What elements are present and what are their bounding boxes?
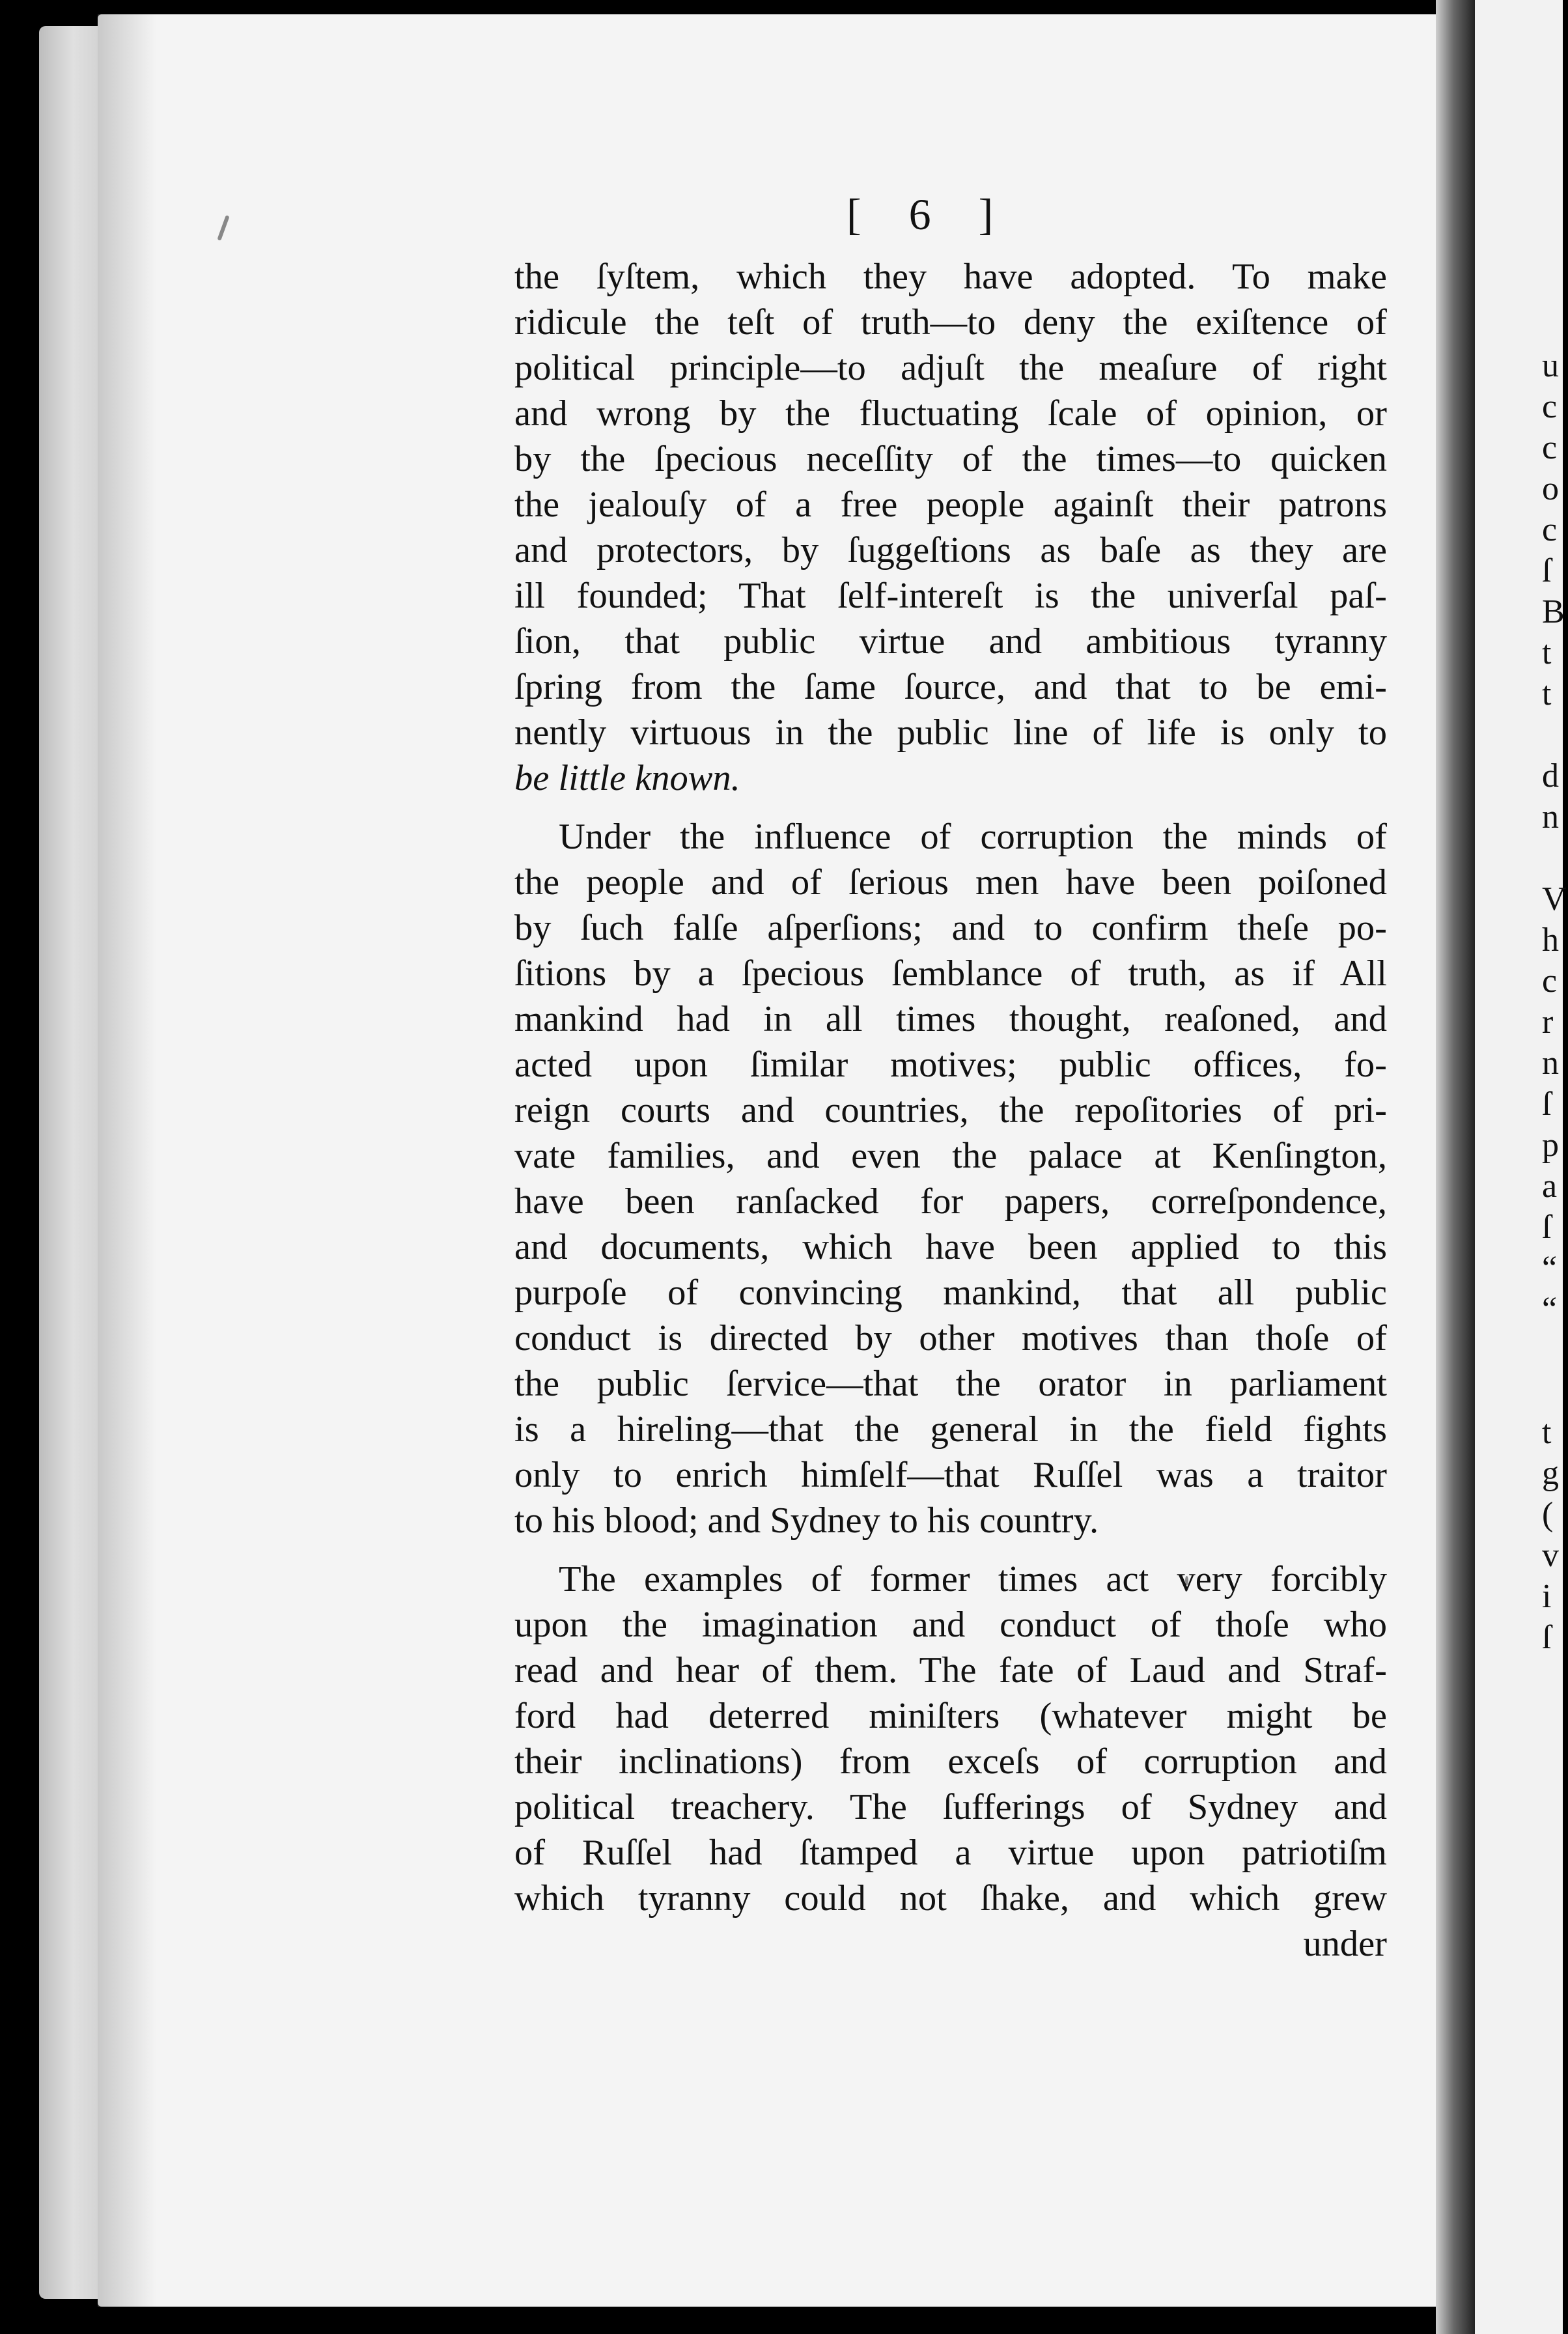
fragment: ſ (1542, 1086, 1552, 1123)
text-line: the jealouſy of a free people againſt their patrons (514, 485, 1387, 525)
fragment: t (1542, 1414, 1552, 1451)
book-gutter (1436, 0, 1475, 2334)
catchword: under (1303, 1924, 1387, 1964)
text-line: purpoſe of convincing mankind, that all public (514, 1272, 1387, 1313)
fragment: B (1542, 593, 1565, 630)
text-line: by ſuch falſe aſperſions; and to confirm theſe po- (514, 908, 1387, 948)
fragment (1542, 837, 1568, 879)
fragment: r (1542, 1004, 1554, 1041)
fragment: c (1542, 511, 1558, 548)
fragment (1542, 1371, 1568, 1412)
text-line: which tyranny could not ſhake, and which grew (514, 1878, 1387, 1919)
text-line: The examples of former times act very forcibly (559, 1559, 1387, 1599)
fragment: a (1542, 1168, 1558, 1205)
fragment: ſ (1542, 1619, 1552, 1656)
text-line: and documents, which have been applied to this (514, 1227, 1387, 1267)
fragment: p (1542, 1127, 1559, 1164)
paragraph-3 (514, 1556, 1387, 1921)
text-line: nently virtuous in the public line of life is only to (514, 712, 1387, 753)
text-line: vate families, and even the palace at Kenſington, (514, 1136, 1387, 1176)
text-line: by the ſpecious neceſſity of the times—to quicken (514, 439, 1387, 479)
text-line: mankind had in all times thought, reaſoned, and (514, 999, 1387, 1039)
text-line: ill founded; That ſelf-intereſt is the univerſal paſ- (514, 576, 1387, 616)
text-line: their inclinations) from exceſs of corruption and (514, 1741, 1387, 1782)
text-line: ridicule the teſt of truth—to deny the exiſtence of (514, 302, 1387, 343)
fragment: o (1542, 470, 1559, 507)
text-line: only to enrich himſelf—that Ruſſel was a traitor (514, 1455, 1387, 1495)
fragment: i (1542, 1578, 1552, 1615)
text-line: of Ruſſel had ſtamped a virtue upon patriotiſm (514, 1833, 1387, 1873)
fragment: t (1542, 634, 1552, 671)
fragment: n (1542, 1045, 1559, 1082)
text-line: have been ranſacked for papers, correſpondence, (514, 1181, 1387, 1222)
text-line: read and hear of them. The fate of Laud and Straf- (514, 1650, 1387, 1691)
fragment (1542, 714, 1568, 755)
text-line: ford had deterred miniſters (whatever might be (514, 1696, 1387, 1736)
fragment: c (1542, 963, 1558, 1000)
text-line: to his blood; and Sydney to his country. (514, 1500, 1099, 1541)
page-shadow (98, 14, 156, 2307)
text-line: the ſyſtem, which they have adopted. To make (514, 257, 1387, 297)
fragment: t (1542, 675, 1552, 712)
fragment: V (1542, 880, 1567, 918)
body-text (514, 254, 1387, 1967)
fragment: ſ (1542, 552, 1552, 589)
fragment: ſ (1542, 1209, 1552, 1246)
text-line: acted upon ſimilar motives; public offices, fo- (514, 1045, 1387, 1085)
text-line: the people and of ſerious men have been poiſoned (514, 862, 1387, 903)
fragment: ( (1542, 1496, 1554, 1533)
text-line: and wrong by the fluctuating ſcale of opinion, or (514, 393, 1387, 434)
text-line: the public ſervice—that the orator in parliament (514, 1364, 1387, 1404)
text-line: political principle—to adjuſt the meaſure of right (514, 348, 1387, 388)
text-line: reign courts and countries, the repoſitories of pri- (514, 1090, 1387, 1131)
text-line: ſpring from the ſame ſource, and that to be emi- (514, 667, 1387, 707)
text-line: conduct is directed by other motives than thoſe of (514, 1318, 1387, 1358)
fragment: “ (1542, 1291, 1558, 1328)
fragment: g (1542, 1455, 1559, 1492)
paragraph-2 (514, 814, 1387, 1543)
text-line: upon the imagination and conduct of thoſe who (514, 1605, 1387, 1645)
text-line: ſion, that public virtue and ambitious tyranny (514, 621, 1387, 662)
text-line: ſitions by a ſpecious ſemblance of truth, as if All (514, 953, 1387, 994)
text-line: is a hireling—that the general in the field fights (514, 1409, 1387, 1450)
text-line: and protectors, by ſuggeſtions as baſe as they are (514, 530, 1387, 570)
fragment: h (1542, 921, 1559, 959)
paragraph-gap (514, 1543, 1387, 1556)
text-line: Under the influence of corruption the minds of (559, 817, 1387, 857)
fragment (1542, 1330, 1568, 1371)
paragraph-gap (514, 801, 1387, 814)
fragment: n (1542, 798, 1559, 836)
fragment: c (1542, 429, 1558, 466)
text-line: political treachery. The ſufferings of Sydney and (514, 1787, 1387, 1827)
page-number-header: [ 6 ] (847, 190, 1012, 239)
text-line: be little known. (514, 758, 740, 798)
fragment: v (1542, 1537, 1559, 1574)
fragment: u (1542, 347, 1559, 384)
fragment: d (1542, 757, 1559, 794)
facing-page-fragments (1542, 345, 1568, 1658)
fragment: “ (1542, 1250, 1558, 1287)
paragraph-1 (514, 254, 1387, 801)
fragment: c (1542, 388, 1558, 425)
